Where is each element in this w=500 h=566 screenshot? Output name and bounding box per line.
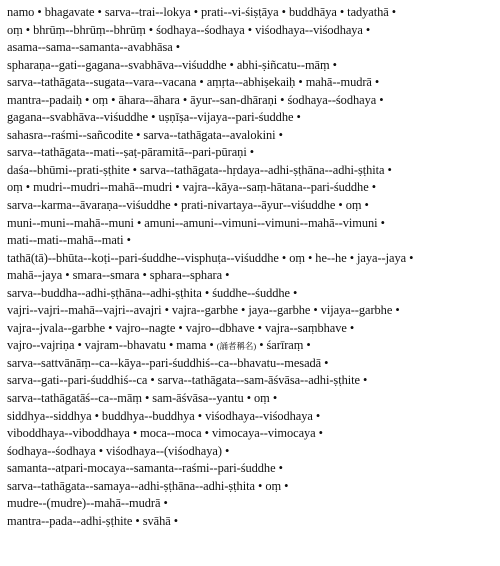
text-line-9: sarva--tathāgata--mati--ṣaṭ-pāramitā--pari-pūraṇi •	[7, 145, 255, 160]
text-line-14: mati--mati--mahā--mati •	[7, 233, 131, 248]
text-line-13: muni--muni--mahā--muni • amuni--amuni--vimuni--vimuni--mahā--vimuni •	[7, 215, 385, 230]
text-line-2: oṃ • bhrūṃ--bhrūṃ--bhrūṃ • śodhaya--śodhaya • viśodhaya--viśodhaya •	[7, 22, 371, 37]
text-line-3: asama--sama--samanta--avabhāsa •	[7, 40, 181, 55]
text-line-18: vajri--vajri--mahā--vajri--avajri • vajra--garbhe • jaya--garbhe • vijaya--garbhe •	[7, 303, 400, 318]
chinese-recitation-note: (誦者稱名)	[216, 341, 257, 352]
text-line-11: oṃ • mudri--mudri--mahā--mudri • vajra--kāya--saṃ-hātana--pari-śuddhe •	[7, 180, 376, 195]
text-line-27: samanta--atpari-mocaya--samanta--raśmi--pari-śuddhe •	[7, 461, 283, 476]
text-line-15: tathā(tā)--bhūta--koṭi--pari-śuddhe--visphuṭa--viśuddhe • oṃ • he--he • jaya--jaya •	[7, 250, 414, 265]
dharani-text-block	[7, 4, 497, 530]
text-line-29: mudre--(mudre)--mahā--mudrā •	[7, 496, 168, 511]
text-line-12: sarva--karma--āvaraṇa--viśuddhe • prati-nivartaya--āyur--viśuddhe • oṃ •	[7, 198, 369, 213]
text-line-1: namo • bhagavate • sarva--trai--lokya • prati--vi-śiṣṭāya • buddhāya • tadyathā •	[7, 5, 397, 19]
text-segment-before-note: vajro--vajriṇa • vajram--bhavatu • mama •	[7, 338, 217, 353]
text-line-16: mahā--jaya • smara--smara • sphara--sphara •	[7, 268, 230, 283]
text-line-20-with-note	[7, 337, 497, 355]
text-line-7: gagana--svabhāva--viśuddhe • uṣṇīṣa--vijaya--pari-śuddhe •	[7, 110, 301, 125]
text-line-4: spharaṇa--gati--gagana--svabhāva--viśuddhe • abhi-ṣiñcatu--māṃ •	[7, 57, 337, 72]
text-line-26: śodhaya--śodhaya • viśodhaya--(viśodhaya) •	[7, 443, 230, 458]
text-line-28: sarva--tathāgata--samaya--adhi-ṣṭhāna--adhi-ṣṭhita • oṃ •	[7, 478, 289, 493]
text-segment-after-note: • śarīraṃ •	[256, 338, 311, 353]
text-line-5: sarva--tathāgata--sugata--vara--vacana • aṃṛta--abhiṣekaiḥ • mahā--mudrā •	[7, 75, 380, 90]
text-line-19: vajra--jvala--garbhe • vajro--nagte • vajro--dbhave • vajra--saṃbhave •	[7, 320, 355, 335]
text-line-25: viboddhaya--viboddhaya • moca--moca • vimocaya--vimocaya •	[7, 426, 323, 441]
text-line-8: sahasra--raśmi--sañcodite • sarva--tathāgata--avalokini •	[7, 127, 283, 142]
text-line-30: mantra--pada--adhi-ṣṭhite • svāhā •	[7, 513, 179, 528]
text-line-21: sarva--sattvānāṃ--ca--kāya--pari-śuddhiś--ca--bhavatu--mesadā •	[7, 355, 329, 370]
text-line-10: daśa--bhūmi--prati-ṣṭhite • sarva--tathāgata--hṛdaya--adhi-ṣṭhāna--adhi-ṣṭhita •	[7, 162, 392, 177]
text-line-6: mantra--padaiḥ • oṃ • āhara--āhara • āyur--san-dhāraṇi • śodhaya--śodhaya •	[7, 92, 384, 107]
text-line-24: siddhya--siddhya • buddhya--buddhya • viśodhaya--viśodhaya •	[7, 408, 321, 423]
text-line-23: sarva--tathāgatāś--ca--māṃ • sam-āśvāsa--yantu • oṃ •	[7, 391, 278, 406]
text-line-22: sarva--gati--pari-śuddhiś--ca • sarva--tathāgata--sam-āśvāsa--adhi-ṣṭhite •	[7, 373, 368, 388]
text-line-17: sarva--buddha--adhi-ṣṭhāna--adhi-ṣṭhita • śuddhe--śuddhe •	[7, 285, 298, 300]
